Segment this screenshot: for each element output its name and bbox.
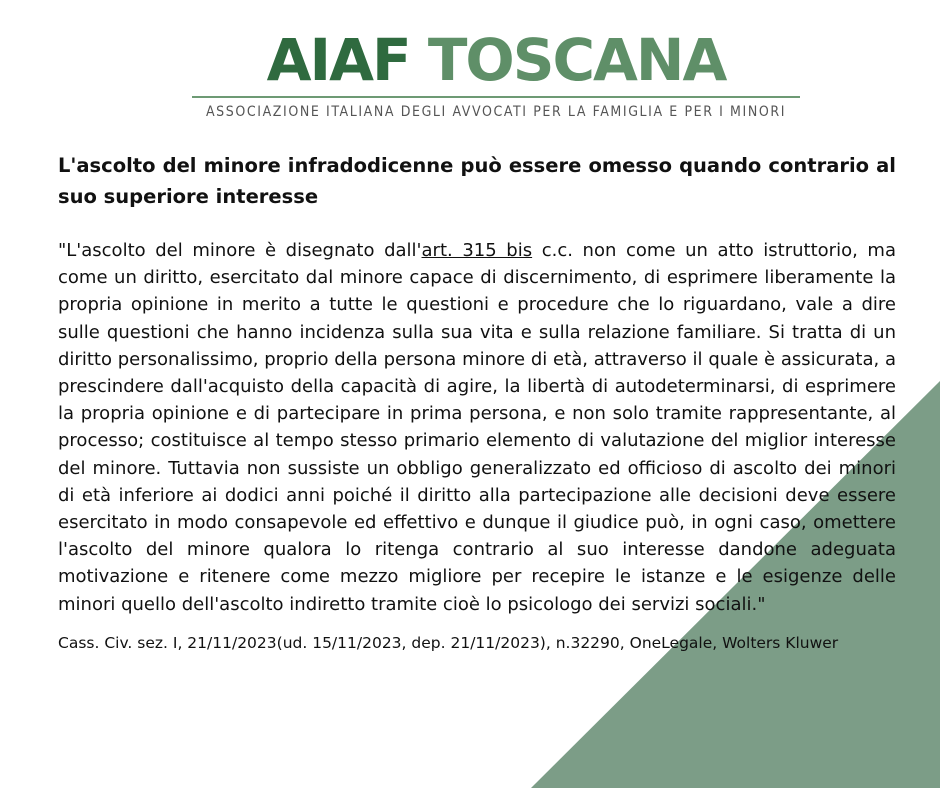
logo-aiaf-text: AIAF [266, 26, 410, 94]
article-title: L'ascolto del minore infradodicenne può essere omesso quando contrario al suo superiore interesse [58, 154, 896, 208]
quote-text-rest: c.c. non come un atto istruttorio, ma come un diritto, esercitato dal minore capace di discernimento, di esprimere liberamente la propria opinione in merito a tutte le questioni e procedure che lo riguardano, vale a dire sulle questioni che hanno incidenza sulla sua vita e sulla relazione familiare. Si tratta di un diritto personalissimo, proprio della persona minore di età, attraverso il quale è assicurata, a prescindere dall'acquisto della capacità di agire, la libertà di autodeterminarsi, di esprimere la propria opinione e di partecipare in prima persona, e non solo tramite rappresentante, al processo; costituisce al tempo stesso primario elemento di valutazione del miglior interesse del minore. Tuttavia non sussiste un obbligo generalizzato ed officioso di ascolto dei minori di età inferiore ai dodici anni poiché il diritto alla partecipazione alle decisioni deve essere esercitato in modo consapevole ed effettivo e dunque il giudice può, in ogni caso, omettere l'ascolto del minore qualora lo ritenga contrario al suo interesse dandone adeguata motivazione e ritenere come mezzo migliore per recepire le istanze e le esigenze delle minori quello dell'ascolto indiretto tramite cioè lo psicologo dei servizi sociali." [58, 240, 896, 615]
aiaf-toscana-logo [190, 28, 802, 124]
logo-toscana-text: TOSCANA [427, 26, 726, 94]
article-quote [58, 237, 896, 618]
logo-subtitle: ASSOCIAZIONE ITALIANA DEGLI AVVOCATI PER LA FAMIGLIA E PER I MINORI [205, 104, 787, 120]
court-citation: Cass. Civ. sez. I, 21/11/2023(ud. 15/11/2023, dep. 21/11/2023), n.32290, OneLegale, Wolters Kluwer [58, 633, 839, 652]
quote-text-start: "L'ascolto del minore è disegnato dall' [58, 240, 422, 261]
article-content [58, 150, 896, 654]
art-315-bis-link[interactable]: art. 315 bis [421, 240, 533, 261]
logo-wordmark [190, 28, 802, 92]
logo-divider [192, 96, 800, 98]
